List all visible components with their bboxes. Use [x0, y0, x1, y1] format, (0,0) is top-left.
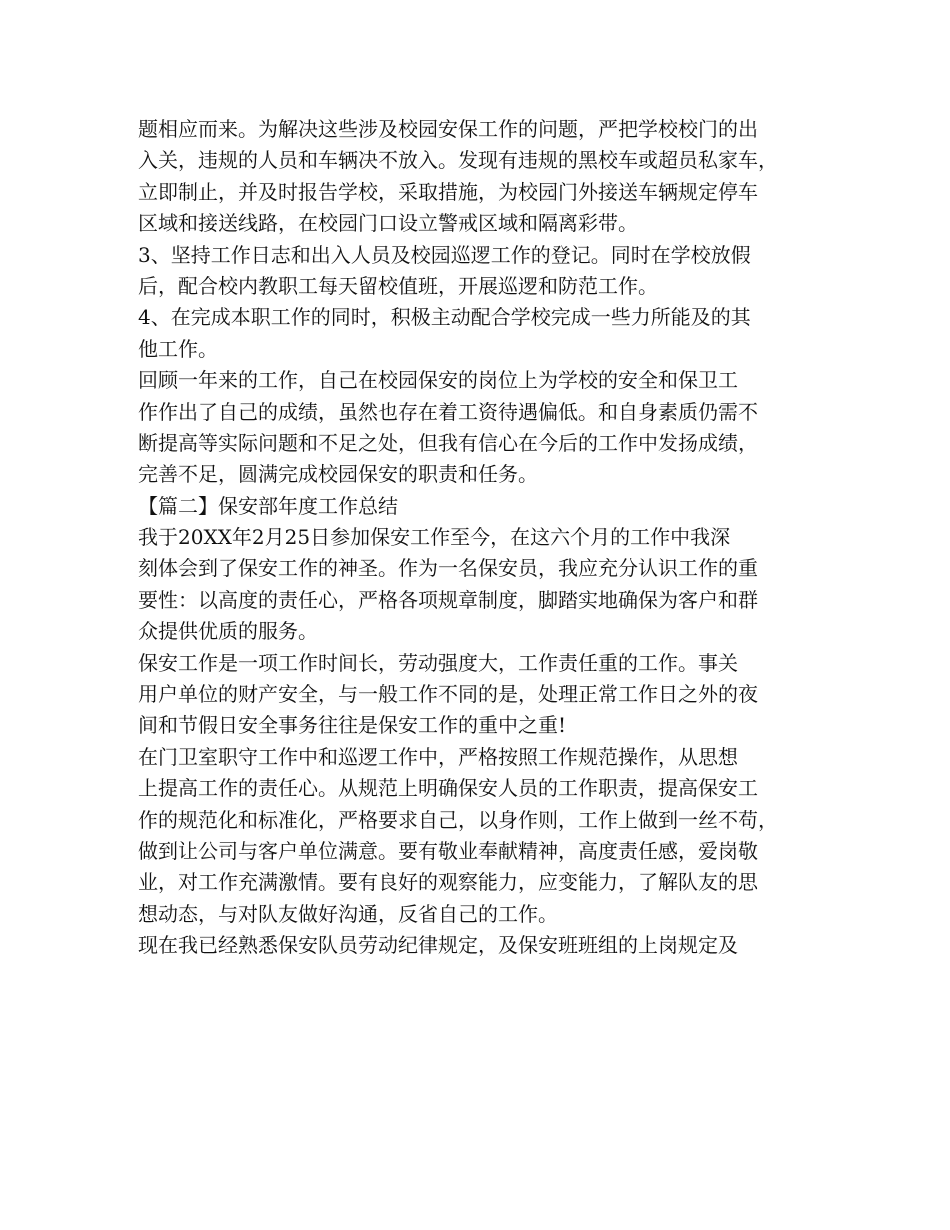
text-line: 作作出了自己的成绩，虽然也存在着工资待遇偏低。和自身素质仍需不: [138, 399, 758, 424]
text-line: 后，配合校内教职工每天留校值班，开展巡逻和防范工作。: [138, 273, 658, 298]
text-line: 立即制止，并及时报告学校，采取措施，为校园门外接送车辆规定停车: [138, 179, 758, 204]
section-heading: 【篇二】保安部年度工作总结: [138, 493, 398, 518]
text-line: 入关，违规的人员和车辆决不放入。发现有违规的黑校车或超员私家车，: [138, 148, 778, 173]
text-line: 众提供优质的服务。: [138, 619, 318, 644]
text-line: 要性：以高度的责任心，严格各项规章制度，脚踏实地确保为客户和群: [138, 587, 758, 612]
text-line: 保安工作是一项工作时间长，劳动强度大，工作责任重的工作。事关: [138, 650, 738, 675]
text-line: 上提高工作的责任心。从规范上明确保安人员的工作职责，提高保安工: [138, 776, 758, 801]
text-line: 区域和接送线路，在校园门口设立警戒区域和隔离彩带。: [138, 211, 638, 236]
text-line: 间和节假日安全事务往往是保安工作的重中之重!: [138, 713, 567, 738]
text-line: 做到让公司与客户单位满意。要有敬业奉献精神，高度责任感，爱岗敬: [138, 838, 758, 863]
text-line: 在门卫室职守工作中和巡逻工作中，严格按照工作规范操作，从思想: [138, 744, 738, 769]
text-line: 作的规范化和标准化，严格要求自己，以身作则，工作上做到一丝不苟，: [138, 807, 778, 832]
text-line: 他工作。: [138, 336, 218, 361]
text-line: 完善不足，圆满完成校园保安的职责和任务。: [138, 462, 538, 487]
text-line: 回顾一年来的工作，自己在校园保安的岗位上为学校的安全和保卫工: [138, 368, 738, 393]
text-line: 现在我已经熟悉保安队员劳动纪律规定，及保安班班组的上岗规定及: [138, 933, 738, 958]
text-line: 我于20XX年2月25日参加保安工作至今，在这六个月的工作中我深: [138, 525, 731, 550]
text-line: 刻体会到了保安工作的神圣。作为一名保安员，我应充分认识工作的重: [138, 556, 758, 581]
text-line: 业，对工作充满激情。要有良好的观察能力，应变能力，了解队友的思: [138, 870, 758, 895]
text-line: 3、坚持工作日志和出入人员及校园巡逻工作的登记。同时在学校放假: [138, 242, 751, 267]
text-line: 4、在完成本职工作的同时，积极主动配合学校完成一些力所能及的其: [138, 305, 751, 330]
text-line: 用户单位的财产安全，与一般工作不同的是，处理正常工作日之外的夜: [138, 682, 758, 707]
text-line: 断提高等实际问题和不足之处，但我有信心在今后的工作中发扬成绩，: [138, 430, 758, 455]
text-line: 题相应而来。为解决这些涉及校园安保工作的问题，严把学校校门的出: [138, 117, 758, 141]
text-line: 想动态，与对队友做好沟通，反省自己的工作。: [138, 901, 558, 926]
document-body: [138, 114, 818, 962]
